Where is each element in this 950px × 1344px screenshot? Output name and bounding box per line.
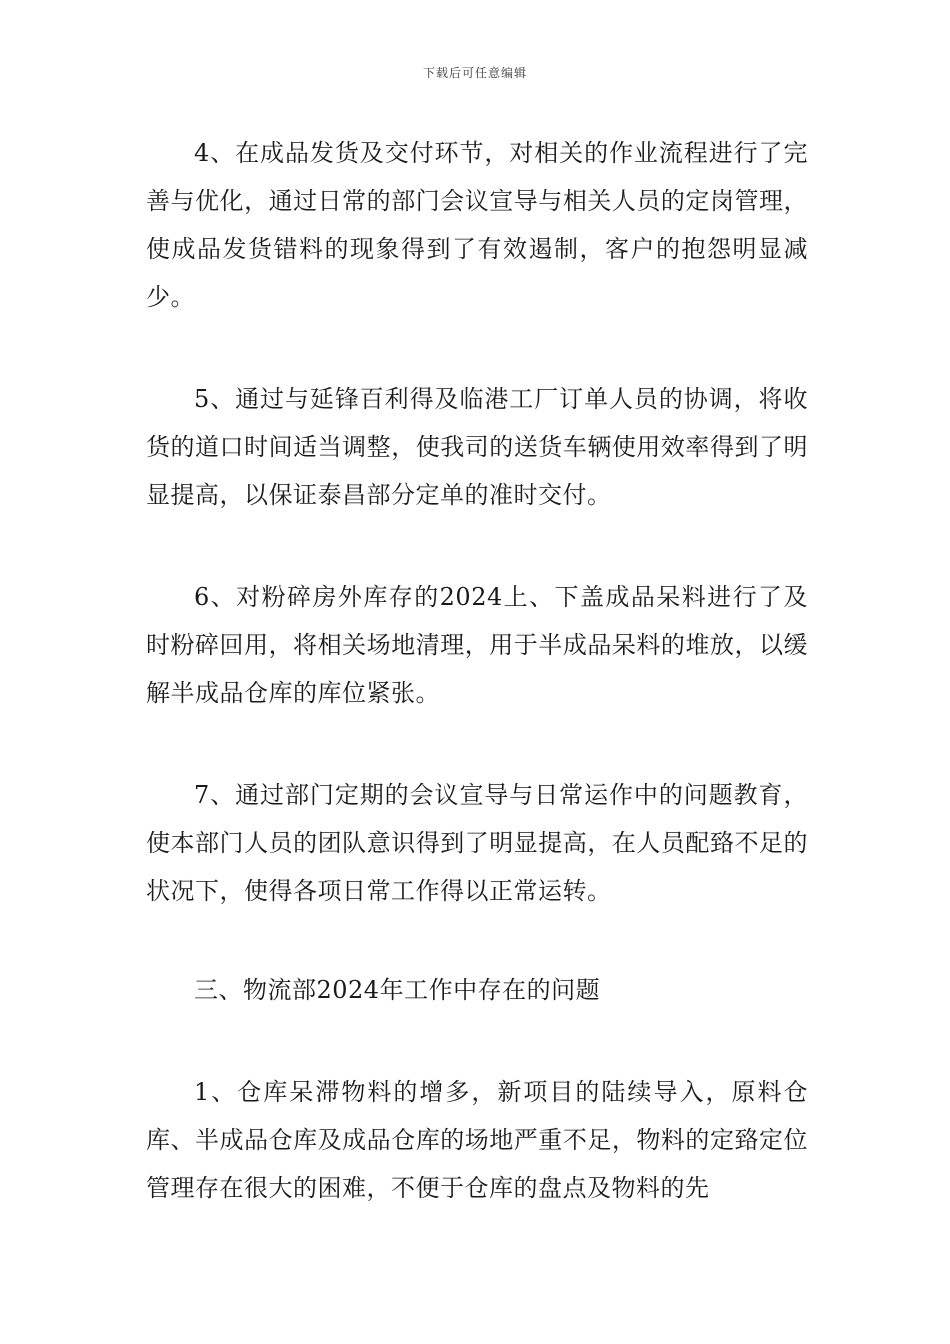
issue-paragraph-1: 1、仓库呆滞物料的增多，新项目的陆续导入，原料仓库、半成品仓库及成品仓库的场地严重不足，物料的定臵定位管理存在很大的困难，不便于仓库的盘点及物料的先 [146, 1078, 808, 1202]
document-body [146, 129, 808, 1212]
paragraph-item-6: 6、对粉碎房外库存的2024上、下盖成品呆料进行了及时粉碎回用，将相关场地清理，用于半成品呆料的堆放，以缓解半成品仓库的库位紧张。 [146, 583, 808, 707]
section-heading: 三、物流部2024年工作中存在的问题 [194, 976, 601, 1004]
header-note: 下载后可任意编辑 [422, 66, 527, 80]
paragraph-item-4: 4、在成品发货及交付环节，对相关的作业流程进行了完善与优化，通过日常的部门会议宣导与相关人员的定岗管理，使成品发货错料的现象得到了有效遏制，客户的抱怨明显减少。 [146, 139, 808, 311]
paragraph-item-5: 5、通过与延锋百利得及临港工厂订单人员的协调，将收货的道口时间适当调整，使我司的送货车辆使用效率得到了明显提高，以保证泰昌部分定单的准时交付。 [146, 385, 808, 509]
paragraph-item-7: 7、通过部门定期的会议宣导与日常运作中的问题教育，使本部门人员的团队意识得到了明显提高，在人员配臵不足的状况下，使得各项日常工作得以正常运转。 [146, 781, 808, 905]
